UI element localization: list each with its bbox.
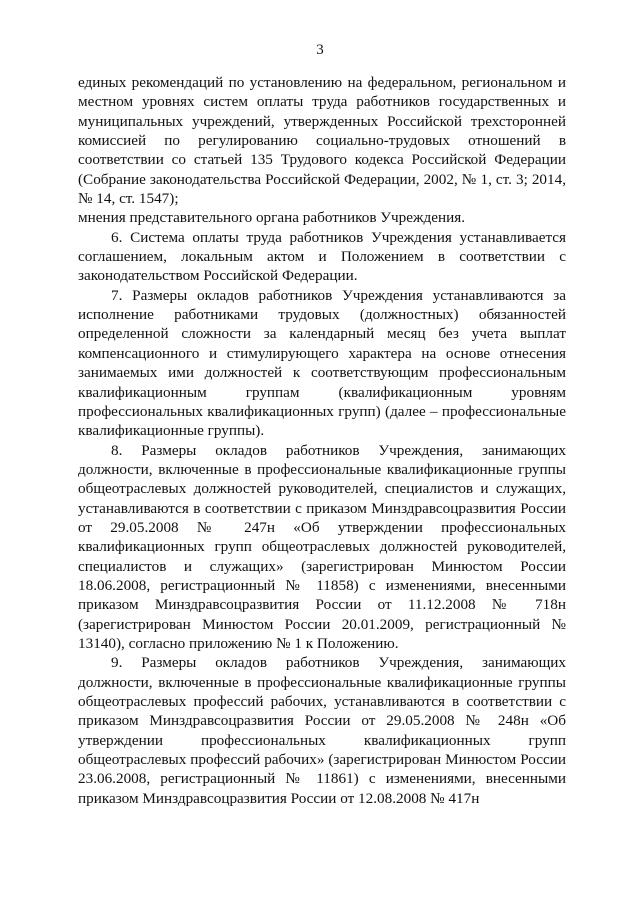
- paragraph-recommendations: единых рекомендаций по установлению на федеральном, региональном и местном уровнях систем оплаты труда работников государственных и муниципальных учреждений, утвержденных Российской трехсторонней комиссией по регулированию социально-трудовых отношений в соответствии со статьей 135 Трудового кодекса Российской Федерации (Собрание законодательства Российской Федерации, 2002, № 1, ст. 3; 2014, № 14, ст. 1547);: [78, 74, 566, 208]
- page-number: 3: [316, 42, 324, 58]
- document-body: [78, 73, 566, 808]
- paragraph-clause-7: 7. Размеры окладов работников Учреждения устанавливаются за исполнение работниками трудовых (должностных) обязанностей определенной сложности за календарный месяц без учета выплат компенсационного и стимулирующего характера на основе отнесения занимаемых ими должностей к соответствующим профессиональным квалификационным группам (квалификационным уровням профессиональных квалификационных групп) (далее – профессиональные квалификационные группы).: [78, 286, 566, 440]
- paragraph-clause-9: 9. Размеры окладов работников Учреждения, занимающих должности, включенные в профессиональные квалификационные группы общеотраслевых профессий рабочих, устанавливаются в соответствии с приказом Минздравсоцразвития России от 29.05.2008 № 248н «Об утверждении профессиональных квалификационных групп общеотраслевых профессий рабочих» (зарегистрирован Минюстом России 23.06.2008, регистрационный № 11861) с изменениями, внесенными приказом Минздравсоцразвития России от 12.08.2008 № 417н: [78, 654, 566, 807]
- paragraph-clause-8: 8. Размеры окладов работников Учреждения, занимающих должности, включенные в профессиональные квалификационные группы общеотраслевых должностей руководителей, специалистов и служащих, устанавливаются в соответствии с приказом Минздравсоцразвития России от 29.05.2008 № 247н «Об утверждении профессиональных квалификационных групп общеотраслевых должностей руководителей, специалистов и служащих» (зарегистрирован Минюстом России 18.06.2008, регистрационный № 11858) с изменениями, внесенными приказом Минздравсоцразвития России от 11.12.2008 № 718н (зарегистрирован Минюстом России 20.01.2009, регистрационный № 13140), согласно приложению № 1 к Положению.: [78, 441, 566, 652]
- paragraph-representative-opinion: мнения представительного органа работников Учреждения.: [78, 209, 466, 227]
- paragraph-clause-6: 6. Система оплаты труда работников Учреждения устанавливается соглашением, локальным актом и Положением в соответствии с законодательством Российской Федерации.: [78, 228, 566, 285]
